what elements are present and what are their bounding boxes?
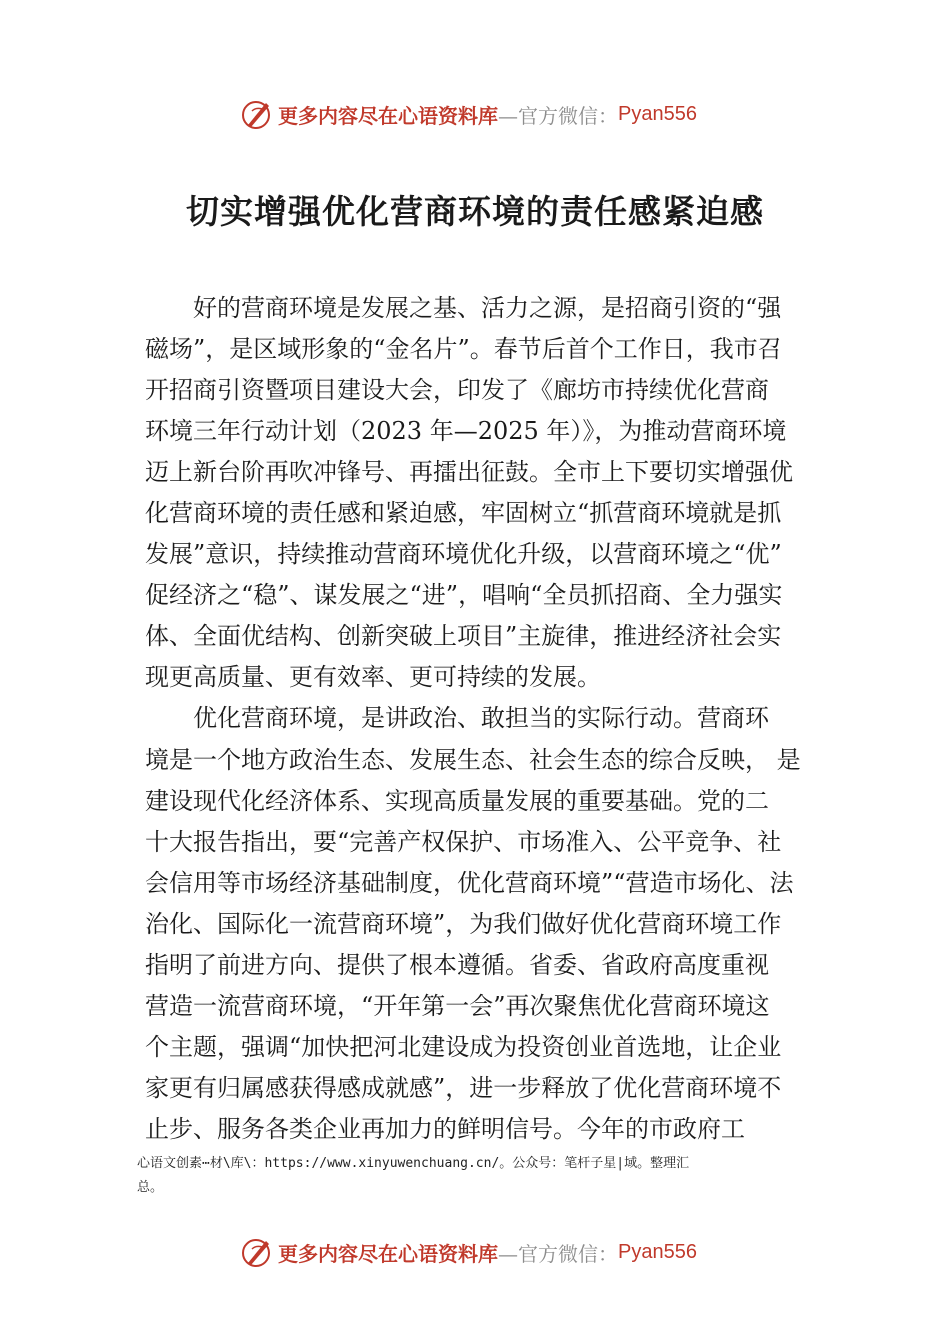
- quill-pen-logo-icon: [240, 97, 274, 131]
- banner-wechat-account: Pyan556: [618, 102, 697, 125]
- paragraph-line: 开招商引资暨项目建设大会，印发了《廊坊市持续优化营商: [145, 376, 769, 404]
- header-banner-content: [240, 94, 697, 134]
- paragraph-line: 境是一个地方政治生态、发展生态、社会生态的综合反映， 是: [145, 746, 801, 774]
- quill-pen-logo-icon: [240, 1235, 274, 1269]
- paragraph-line: 化营商环境的责任感和紧迫感，牢固树立“抓营商环境就是抓: [145, 499, 782, 527]
- page-title: 切实增强优化营商环境的责任感紧迫感: [186, 192, 764, 231]
- footer-banner: [0, 1232, 950, 1272]
- paragraph-line: 迈上新台阶再吹冲锋号、再擂出征鼓。全市上下要切实增强优: [145, 458, 793, 486]
- paragraph-line: 营造一流营商环境，“开年第一会”再次聚焦优化营商环境这: [145, 992, 770, 1020]
- header-banner: [0, 94, 950, 134]
- banner-wechat-label: —官方微信：: [498, 103, 618, 128]
- banner-wechat-account: Pyan556: [618, 1240, 697, 1263]
- paragraph-line: 止步、服务各类企业再加力的鲜明信号。今年的市政府工: [145, 1115, 745, 1143]
- paragraph-line: 好的营商环境是发展之基、活力之源，是招商引资的“强: [193, 294, 782, 322]
- paragraph-line: 优化营商环境，是讲政治、敢担当的实际行动。营商环: [193, 704, 769, 732]
- banner-wechat-label: —官方微信：: [498, 1241, 618, 1266]
- source-note-line: 心语文创素⋯材\库\：https://www.xinyuwenchuang.cn/。公众号：笔杆子星|域。整理汇: [137, 1156, 690, 1171]
- paragraph-line: 指明了前进方向、提供了根本遵循。省委、省政府高度重视: [145, 951, 769, 979]
- footer-banner-content: [240, 1232, 697, 1272]
- paragraph-line: 治化、国际化一流营商环境”，为我们做好优化营商环境工作: [145, 910, 782, 938]
- paragraph-line: 发展”意识，持续推动营商环境优化升级，以营商环境之“优”: [145, 540, 782, 568]
- paragraph-line: 现更高质量、更有效率、更可持续的发展。: [145, 663, 601, 691]
- banner-site-name: 更多内容尽在心语资料库: [278, 103, 498, 128]
- paragraph-line: 环境三年行动计划（2023 年—2025 年）》，为推动营商环境: [145, 417, 787, 445]
- paragraph-line: 个主题，强调“加快把河北建设成为投资创业首选地，让企业: [145, 1033, 782, 1061]
- paragraph-line: 体、全面优结构、创新突破上项目”主旋律，推进经济社会实: [145, 622, 782, 650]
- banner-site-name: 更多内容尽在心语资料库: [278, 1241, 498, 1266]
- paragraph-line: 磁场”，是区域形象的“金名片”。春节后首个工作日，我市召: [145, 335, 782, 363]
- source-note-line: 总。: [137, 1180, 164, 1195]
- paragraph-line: 十大报告指出，要“完善产权保护、市场准入、公平竞争、社: [145, 828, 782, 856]
- paragraph-line: 会信用等市场经济基础制度，优化营商环境”“营造市场化、法: [145, 869, 794, 897]
- paragraph-line: 促经济之“稳”、谋发展之“进”，唱响“全员抓招商、全力强实: [145, 581, 783, 609]
- paragraph-line: 建设现代化经济体系、实现高质量发展的重要基础。党的二: [145, 787, 769, 815]
- paragraph-line: 家更有归属感获得感成就感”，进一步释放了优化营商环境不: [145, 1074, 782, 1102]
